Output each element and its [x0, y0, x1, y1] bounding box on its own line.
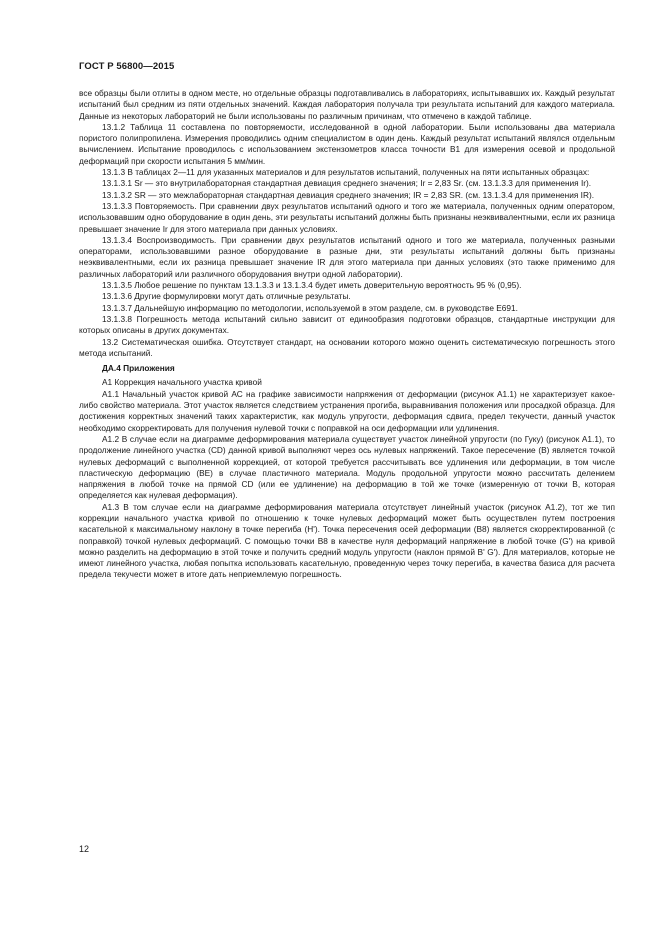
paragraph-13-2: 13.2 Систематическая ошибка. Отсутствует стандарт, на основании которого можно оценить систематическую погрешность этого метода испытаний. — [79, 336, 615, 358]
section-heading: ДА.4 Приложения — [102, 363, 175, 374]
paragraph-a1-1: А1.1 Начальный участок кривой АС на графике зависимости напряжения от деформации (рисунок А1.1) не характеризует какое-либо свойство материала. Этот участок является следствием устранения прогиба, выравнивания положения или просадкой образца. Для достижения корректных значений таких характеристик, как модуль упругости, деформация сдвига, предел текучести, данный участок необходимо скорректировать для получения нулевой точки с поправкой на оси деформации или удлинения. — [79, 388, 615, 433]
paragraph-13-1-3-5: 13.1.3.5 Любое решение по пунктам 13.1.3.3 и 13.1.3.4 будет иметь доверительную вероятность 95 % (0,95). — [102, 280, 522, 291]
document-body — [79, 88, 615, 581]
paragraph-13-1-3-4: 13.1.3.4 Воспроизводимость. При сравнении двух результатов испытаний одного и того же материала, полученных разными операторами, использовавшими разное оборудование в разные дни, эти результаты испытаний должны быть признаны неэквивалентными, если их разница превышает значение IR для этого материала при данных условиях (это также применимо для различных лабораторий или различного оборудования внутри одной лаборатории). — [79, 234, 615, 279]
page-number: 12 — [79, 844, 90, 854]
paragraph-13-1-3-6: 13.1.3.6 Другие формулировки могут дать отличные результаты. — [102, 291, 351, 302]
paragraph-13-1-3-7: 13.1.3.7 Дальнейшую информацию по методологии, используемой в этом разделе, см. в руководстве Е691. — [102, 302, 518, 313]
paragraph-13-1-3: 13.1.3 В таблицах 2—11 для указанных материалов и для результатов испытаний, полученных на пяти испытанных образцах: — [102, 167, 590, 178]
paragraph-13-1-2: 13.1.2 Таблица 11 составлена по повторяемости, исследованной в одной лаборатории. Были использованы два материала пористого полипропилена. Измерения проводились одним специалистом в один день. Каждый результат испытаний являлся отдельным вычислением. Испытание проводилось с использованием экстензометров класса точности В1 для измерения осевой и продольной деформаций при скорости испытания 5 мм/мин. — [79, 121, 615, 166]
paragraph-13-1-3-3: 13.1.3.3 Повторяемость. При сравнении двух результатов испытаний одного и того же материала, полученных одним оператором, использовавшим одно оборудование в один день, эти результаты испытаний должны быть признаны неэквивалентными, если их разница превышает значение Ir для этого материала при данных условиях. — [79, 200, 615, 234]
paragraph-continuation: все образцы были отлиты в одном месте, но отдельные образцы подготавливались в лабораториях, испытывавших их. Каждый результат испытаний был средним из пяти отдельных значений. Каждая лаборатория получала три результата испытаний для каждого материала. Данные из некоторых лабораторий не были использованы по различным причинам, что отмечено в каждой таблице. — [79, 88, 615, 121]
document-header: ГОСТ Р 56800—2015 — [79, 61, 175, 72]
paragraph-a1-2: А1.2 В случае если на диаграмме деформирования материала существует участок линейной упругости (по Гуку) (рисунок А1.1), то продолжение линейного участка (CD) данной кривой выполняют через ось нулевых напряжений. Такое пересечение (В) является точкой нулевых деформаций с выполненной коррекцией, от которой требуется рассчитывать все удлинения или деформации, в том числе пластическую деформацию (ВЕ) в случае пластичного материала. Модуль продольной упругости можно рассчитать делением напряжения в любой точке на прямой CD (или ее удлинение) на деформацию в той же точке (измеренную от точки В, которая определяется как нулевая деформация). — [79, 433, 615, 501]
paragraph-13-1-3-2: 13.1.3.2 SR — это межлабораторная стандартная девиация среднего значения; IR = 2,83 SR. (см. 13.1.3.4 для применения IR). — [102, 189, 595, 200]
subsection-title: А1 Коррекция начального участка кривой — [102, 377, 262, 388]
paragraph-13-1-3-1: 13.1.3.1 Sr — это внутрилабораторная стандартная девиация среднего значения; Ir = 2,83 Sr. (см. 13.1.3.3 для применения Ir). — [102, 178, 592, 189]
paragraph-13-1-3-8: 13.1.3.8 Погрешность метода испытаний сильно зависит от единообразия подготовки образцов, стандартные инструкции для которых описаны в других документах. — [79, 313, 615, 336]
paragraph-a1-3: А1.3 В том случае если на диаграмме деформирования материала отсутствует линейный участок (рисунок А1.2), тот же тип коррекции начального участка кривой по отношению к точке нулевых деформаций может быть осуществлен путем построения касательной к максимальному наклону в точке перегиба (Н'). Точка пересечения осей деформации (В8) является скорректированной (с поправкой) точкой нулевых деформаций. С помощью точки В8 в качестве нуля деформаций напряжение в любой точке (G') на кривой можно разделить на деформацию в этой точке и получить средний модуль упругости (наклон прямой В' G'). Для материалов, которые не имеют линейного участка, любая попытка использовать касательную, проведенную через точку перегиба, в качества базиса для расчета предела текучести может в итоге дать неприемлемую погрешность. — [79, 501, 615, 580]
